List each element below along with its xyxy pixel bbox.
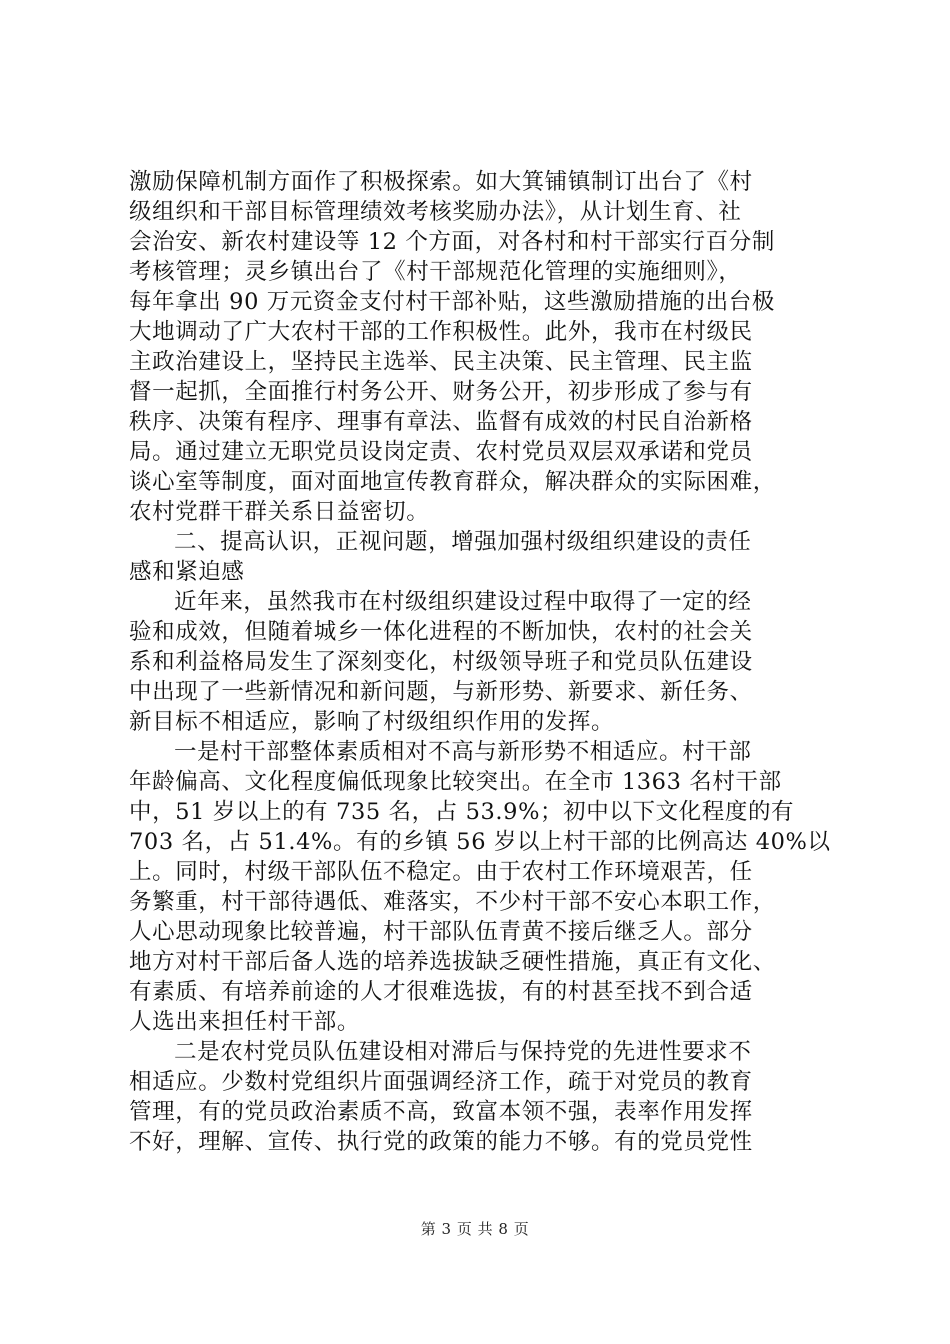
text-line: 上。同时，村级干部队伍不稳定。由于农村工作环境艰苦，任 bbox=[129, 859, 753, 885]
text-line: 农村党群干群关系日益密切。 bbox=[129, 499, 430, 525]
text-line: 地方对村干部后备人选的培养选拔缺乏硬性措施，真正有文化、 bbox=[129, 949, 776, 975]
paragraph-start-line: 二是农村党员队伍建设相对滞后与保持党的先进性要求不 bbox=[174, 1039, 752, 1065]
text-line: 中出现了一些新情况和新问题，与新形势、新要求、新任务、 bbox=[129, 679, 753, 705]
text-line: 人心思动现象比较普遍，村干部队伍青黄不接后继乏人。部分 bbox=[129, 919, 753, 945]
text-line: 新目标不相适应，影响了村级组织作用的发挥。 bbox=[129, 709, 615, 735]
text-line: 不好，理解、宣传、执行党的政策的能力不够。有的党员党性 bbox=[129, 1129, 753, 1155]
section-heading: 二、提高认识，正视问题，增强加强村级组织建设的责任 bbox=[174, 529, 752, 555]
text-line: 主政治建设上，坚持民主选举、民主决策、民主管理、民主监 bbox=[129, 349, 753, 375]
text-line: 系和利益格局发生了深刻变化，村级领导班子和党员队伍建设 bbox=[129, 649, 753, 675]
text-line: 会治安、新农村建设等 12 个方面，对各村和村干部实行百分制 bbox=[129, 229, 775, 255]
text-line: 验和成效，但随着城乡一体化进程的不断加快，农村的社会关 bbox=[129, 619, 753, 645]
text-line: 务繁重，村干部待遇低、难落实，不少村干部不安心本职工作， bbox=[129, 889, 776, 915]
text-line: 考核管理；灵乡镇出台了《村干部规范化管理的实施细则》， bbox=[129, 259, 742, 285]
text-line: 督一起抓，全面推行村务公开、财务公开，初步形成了参与有 bbox=[129, 379, 753, 405]
text-line: 局。通过建立无职党员设岗定责、农村党员双层双承诺和党员 bbox=[129, 439, 753, 465]
text-line: 大地调动了广大农村干部的工作积极性。此外，我市在村级民 bbox=[129, 319, 753, 345]
text-line: 级组织和干部目标管理绩效考核奖励办法》，从计划生育、社 bbox=[129, 199, 742, 225]
text-line: 703 名，占 51.4%。有的乡镇 56 岁以上村干部的比例高达 40%以 bbox=[129, 829, 831, 855]
text-line: 秩序、决策有程序、理事有章法、监督有成效的村民自治新格 bbox=[129, 409, 753, 435]
text-line: 每年拿出 90 万元资金支付村干部补贴，这些激励措施的出台极 bbox=[129, 289, 775, 315]
text-line: 年龄偏高、文化程度偏低现象比较突出。在全市 1363 名村干部 bbox=[129, 769, 782, 795]
text-line: 激励保障机制方面作了积极探索。如大箕铺镇制订出台了《村 bbox=[129, 169, 753, 195]
document-body bbox=[129, 167, 829, 1157]
paragraph-start-line: 近年来，虽然我市在村级组织建设过程中取得了一定的经 bbox=[174, 589, 752, 615]
section-heading-continued: 感和紧迫感 bbox=[129, 559, 245, 585]
text-line: 管理，有的党员政治素质不高，致富本领不强，表率作用发挥 bbox=[129, 1099, 753, 1125]
paragraph-start-line: 一是村干部整体素质相对不高与新形势不相适应。村干部 bbox=[174, 739, 752, 765]
text-line: 人选出来担任村干部。 bbox=[129, 1009, 361, 1035]
text-line: 相适应。少数村党组织片面强调经济工作，疏于对党员的教育 bbox=[129, 1069, 753, 1095]
text-line: 中，51 岁以上的有 735 名，占 53.9%；初中以下文化程度的有 bbox=[129, 799, 795, 825]
page-number-footer: 第 3 页 共 8 页 bbox=[420, 1220, 530, 1238]
text-line: 谈心室等制度，面对面地宣传教育群众，解决群众的实际困难， bbox=[129, 469, 776, 495]
text-line: 有素质、有培养前途的人才很难选拔，有的村甚至找不到合适 bbox=[129, 979, 753, 1005]
